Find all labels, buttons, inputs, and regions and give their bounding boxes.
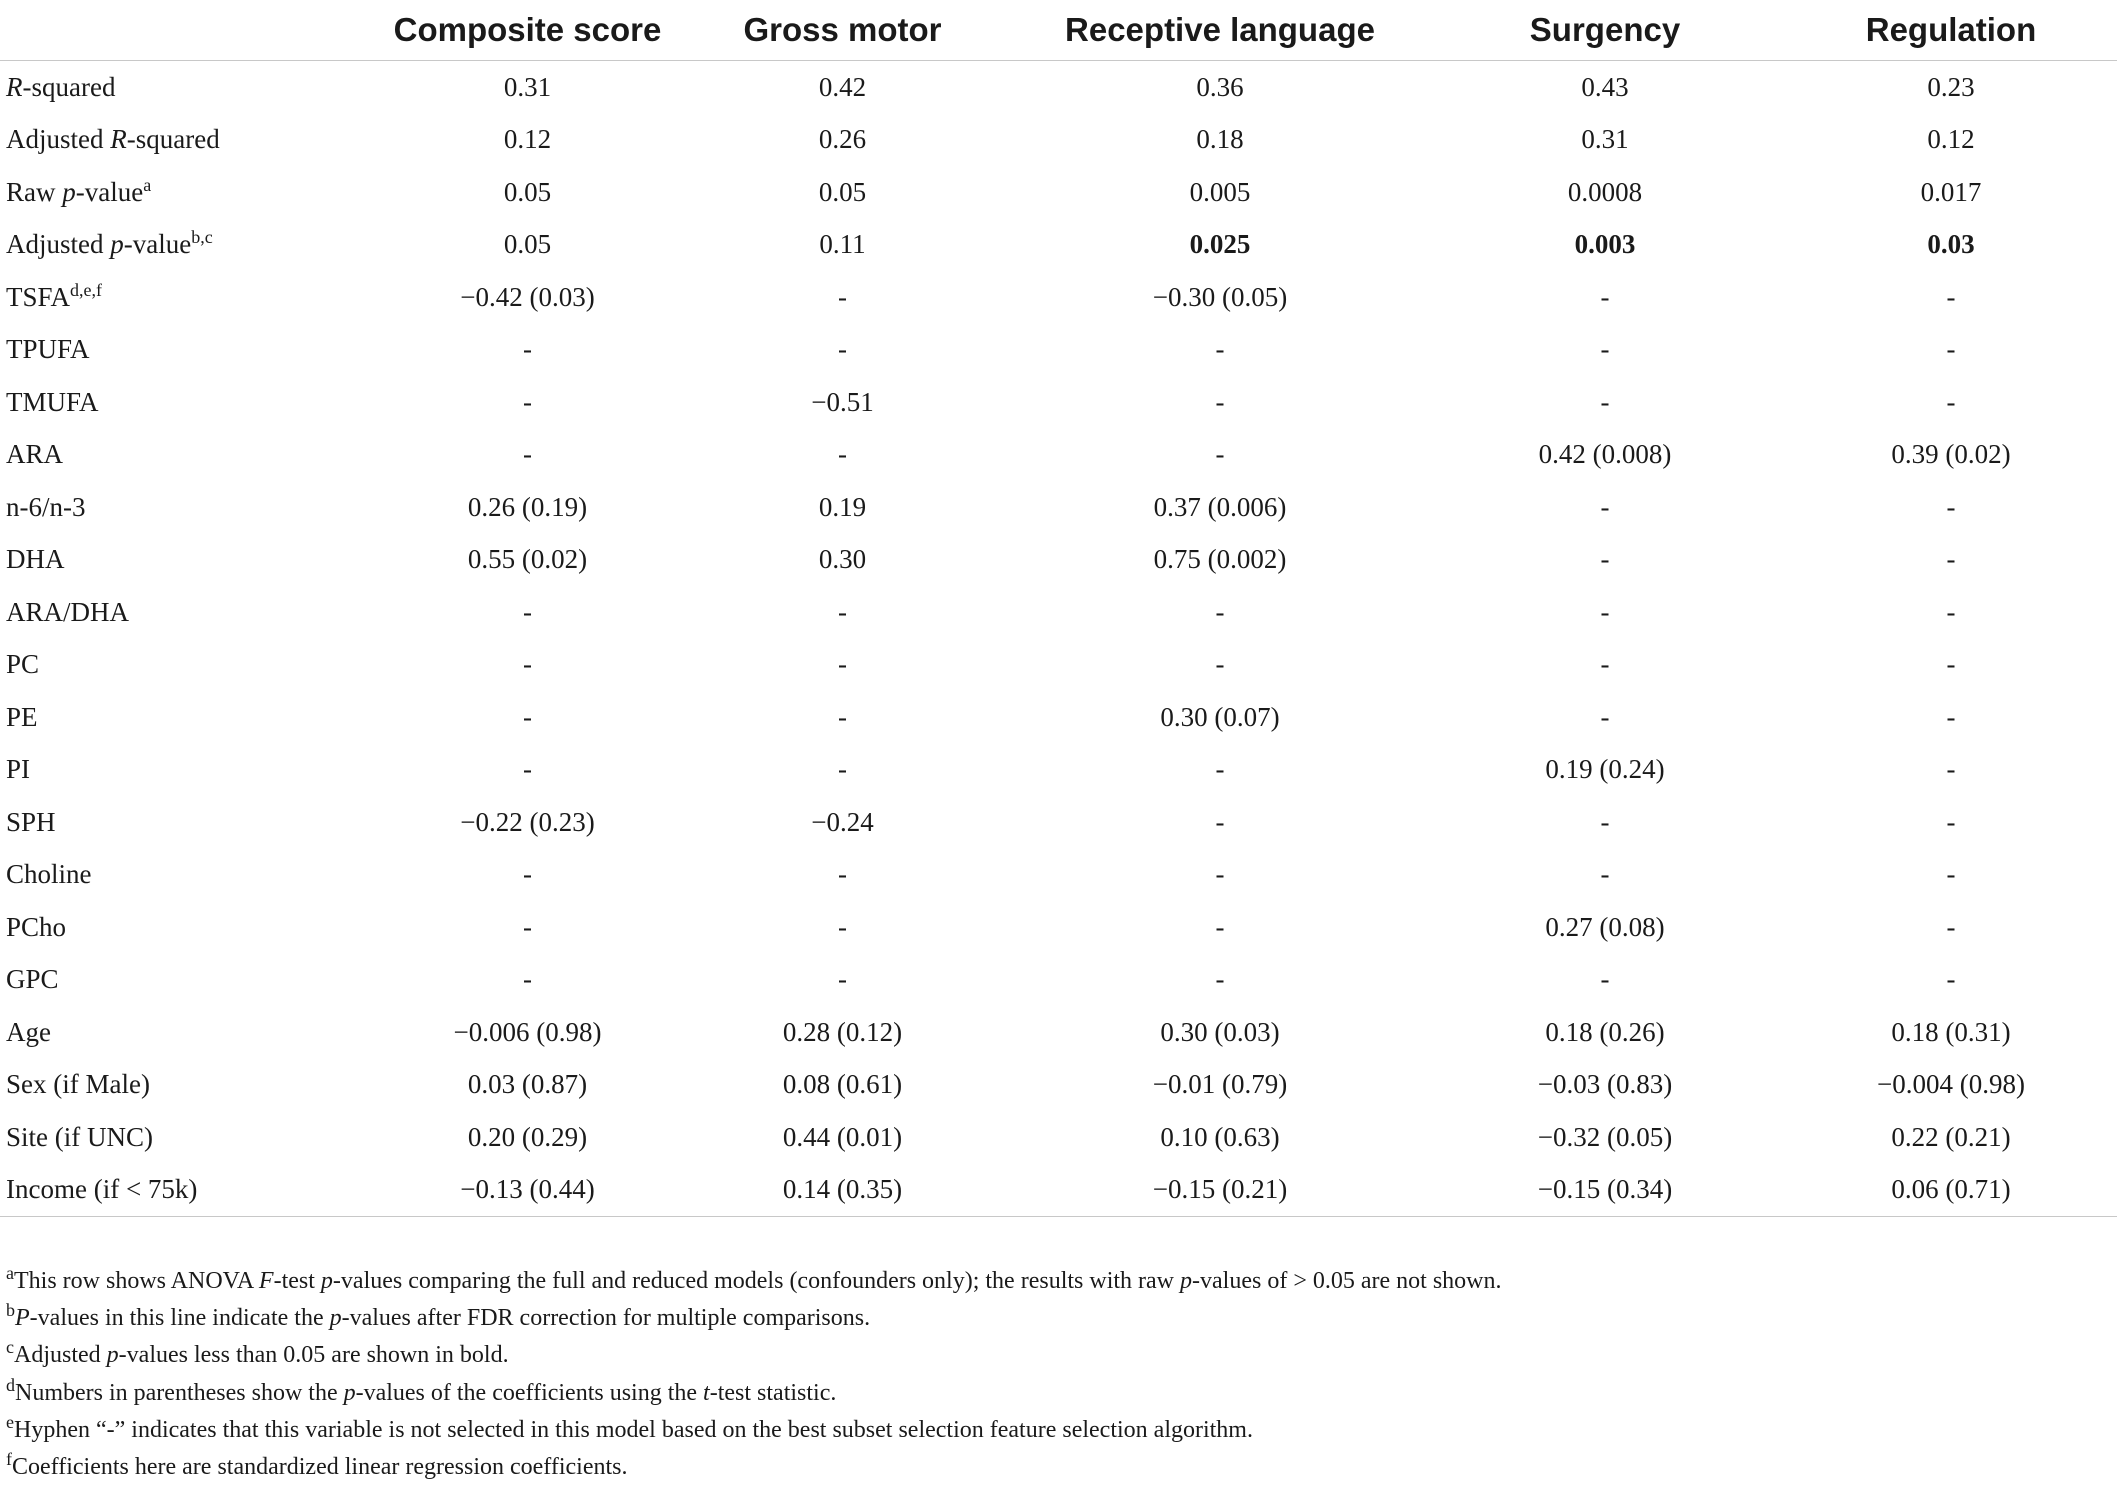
table-cell: 0.18 (0.31) [1891,1016,2011,1047]
text-segment: PC [6,649,40,680]
table-row [0,61,2117,114]
table-cell: - [1946,701,1956,732]
text-segment: DHA [6,544,65,575]
table-cell: 0.05 [503,176,552,207]
superscript-marker: b,c [191,227,213,248]
row-label [0,166,385,219]
table-cell: −0.004 (0.98) [1877,1069,2025,1100]
footnote [6,1412,1501,1449]
text-segment: -test [273,1268,321,1294]
table-cell: 0.37 (0.006) [1153,491,1287,522]
column-header: Gross motor [670,0,1015,61]
table-cell: 0.003 [1574,229,1636,260]
table-cell: 0.12 [1927,124,1975,155]
table-row [0,849,2117,902]
text-segment: n-6/n-3 [6,491,86,522]
table-cell: - [1946,544,1956,575]
table-cell: 0.42 (0.008) [1538,439,1672,470]
table-cell: 0.03 [1927,229,1975,260]
table-cell: 0.55 (0.02) [467,544,588,575]
text-segment: -test statistic. [709,1379,837,1406]
table-cell: - [838,334,847,365]
table-cell: - [1600,544,1610,575]
table-cell: - [523,649,532,680]
table-cell: 0.005 [1189,176,1251,207]
row-label [0,849,385,902]
footnote [6,1300,1501,1337]
table-row [0,376,2117,429]
table-cell: - [1600,334,1610,365]
table-cell: 0.10 (0.63) [1160,1121,1280,1152]
table-cell: - [1946,964,1956,995]
table-cell: −0.42 (0.03) [460,281,595,312]
text-segment: Coefficients here are standardized linear regression coefficients. [12,1454,628,1481]
table-row [0,534,2117,587]
table-cell: 0.26 (0.19) [467,491,588,522]
table-cell: - [1946,281,1956,312]
table-cell: −0.24 [811,806,874,837]
row-label [0,639,385,692]
table-cell: 0.23 [1927,71,1975,102]
table-row [0,1059,2117,1112]
table-cell: 0.28 (0.12) [782,1016,903,1047]
table-row [0,744,2117,797]
table-cell: −0.22 (0.23) [460,806,595,837]
table-cell: - [1946,491,1956,522]
table-cell: −0.32 (0.05) [1537,1121,1673,1152]
table-cell: −0.13 (0.44) [385,1164,670,1217]
table-cell: - [523,964,532,995]
text-segment: Hyphen “-” indicates that this variable is not selected in this model based on the best subset selection feature selection algorithm. [14,1416,1253,1443]
table-cell: −0.03 (0.83) [1537,1069,1673,1100]
table-row [0,691,2117,744]
table-row [0,271,2117,324]
superscript-marker: c [6,1337,14,1358]
table-cell: 0.26 [818,124,867,155]
row-label [0,324,385,377]
table-cell: 0.39 (0.02) [1891,439,2011,470]
table-cell: - [523,911,532,942]
text-segment: Numbers in parentheses show the [15,1379,344,1406]
table-cell: - [838,439,847,470]
row-label [0,61,385,114]
text-segment: -value [123,229,192,260]
footnote [6,1375,1501,1412]
row-label [0,954,385,1007]
text-segment: -values of > 0.05 are not shown. [1192,1268,1502,1294]
table-cell: - [1215,596,1225,627]
table-cell: - [1600,859,1610,890]
row-label [0,271,385,324]
row-label [0,1059,385,1112]
text-segment: F [258,1268,274,1294]
table-cell: - [838,649,847,680]
text-segment: p [343,1379,356,1406]
row-label [0,1006,385,1059]
table-cell: - [1600,491,1610,522]
table-cell: - [1215,911,1225,942]
column-header: Composite score [385,0,670,61]
text-segment: PCho [6,911,67,942]
table-cell: −0.30 (0.05) [1152,281,1288,312]
table-cell: 0.017 [1920,176,1982,207]
table-cell: - [1946,911,1956,942]
table-row [0,114,2117,167]
table-cell: - [523,386,532,417]
text-segment: p [110,229,124,260]
text-segment: -values after FDR correction for multiple comparisons. [341,1305,871,1332]
table-cell: - [1600,806,1610,837]
text-segment: ARA [6,439,64,470]
superscript-marker: a [6,1263,14,1283]
header-stub [0,0,385,61]
table-row [0,1164,2117,1217]
table-row [0,219,2117,272]
table-cell: - [1215,964,1225,995]
text-segment: Sex (if Male) [6,1069,150,1100]
table-cell: - [1215,649,1225,680]
table-cell: 0.43 [1581,71,1629,102]
text-segment: ARA/DHA [6,596,130,627]
superscript-marker: d [6,1374,15,1395]
table-row [0,324,2117,377]
table-row [0,429,2117,482]
table-cell: 0.75 (0.002) [1153,544,1287,575]
table-cell: 0.20 (0.29) [467,1121,588,1152]
text-segment: -values comparing the full and reduced models (confounders only); the results with raw [332,1268,1181,1294]
row-label [0,1111,385,1164]
table-row [0,481,2117,534]
row-label [0,481,385,534]
text-segment: t [703,1379,710,1406]
table-cell: - [1215,334,1225,365]
footnote [6,1263,1501,1300]
text-segment: Choline [6,859,92,890]
row-label [0,1164,385,1217]
text-segment: TMUFA [6,386,99,417]
text-segment: p [106,1342,119,1369]
table-cell: 0.12 [503,124,552,155]
footnote [6,1449,1501,1486]
text-segment: -value [75,176,144,207]
text-segment: p [1180,1268,1193,1294]
table-cell: - [1600,386,1610,417]
text-segment: P [15,1305,30,1332]
text-segment: SPH [6,806,56,837]
footnote [6,1337,1501,1374]
table-cell: −0.15 (0.34) [1425,1164,1785,1217]
column-header: Regulation [1785,0,2117,61]
text-segment: p [62,176,76,207]
table-cell: - [523,596,532,627]
row-label [0,586,385,639]
table-cell: 0.30 (0.03) [1160,1016,1280,1047]
row-label [0,796,385,849]
text-segment: Income (if < 75k) [6,1174,198,1205]
table-cell: −0.15 (0.21) [1015,1164,1425,1217]
row-label [0,219,385,272]
text-segment: p [320,1268,333,1294]
table-cell: 0.06 (0.71) [1785,1164,2117,1217]
table-cell: 0.27 (0.08) [1545,911,1665,942]
text-segment: This row shows ANOVA [14,1268,259,1294]
text-segment: -values of the coefficients using the [355,1379,704,1406]
table-cell: 0.36 [1196,71,1244,102]
table-cell: 0.31 [1581,124,1629,155]
table-cell: 0.44 (0.01) [782,1121,903,1152]
text-segment: R [110,124,127,155]
row-label [0,534,385,587]
table-cell: - [838,701,847,732]
table-cell: - [1215,386,1225,417]
text-segment: Raw [6,176,63,207]
table-row [0,639,2117,692]
table-cell: 0.11 [819,229,866,260]
table-cell: 0.03 (0.87) [467,1069,588,1100]
text-segment: PI [6,754,31,785]
header-row [0,0,2117,61]
table-cell: - [1946,806,1956,837]
table-cell: 0.08 (0.61) [782,1069,903,1100]
table-cell: - [1600,964,1610,995]
text-segment: -values in this line indicate the [29,1305,330,1332]
table-cell: - [1215,439,1225,470]
superscript-marker: e [6,1411,14,1432]
row-label [0,376,385,429]
table-cell: - [1215,806,1225,837]
table-cell: 0.05 [503,229,552,260]
row-label [0,744,385,797]
table-cell: - [1946,596,1956,627]
footnotes [6,1263,1501,1486]
text-segment: Age [6,1016,51,1047]
table-cell: - [838,911,847,942]
table-cell: 0.19 [818,491,867,522]
text-segment: TPUFA [6,334,90,365]
table-row [0,166,2117,219]
table-cell: 0.14 (0.35) [670,1164,1015,1217]
table-cell: 0.0008 [1567,176,1643,207]
table-cell: - [838,754,847,785]
table-cell: - [1600,281,1610,312]
table-cell: 0.025 [1189,229,1251,260]
table-cell: 0.22 (0.21) [1891,1121,2011,1152]
text-segment: p [329,1305,342,1332]
table-row [0,1111,2117,1164]
table-cell: - [1946,334,1956,365]
superscript-marker: f [6,1449,12,1470]
row-label [0,901,385,954]
table-cell: - [1946,754,1956,785]
table-cell: - [1946,859,1956,890]
table-cell: - [1946,386,1956,417]
superscript-marker: a [143,174,152,195]
table-cell: - [838,596,847,627]
row-label [0,691,385,744]
table-cell: −0.006 (0.98) [453,1016,602,1047]
table-cell: - [838,964,847,995]
table-cell: - [1600,596,1610,627]
text-segment: Site (if UNC) [6,1121,153,1152]
text-segment: PE [6,701,38,732]
text-segment: R [6,71,23,102]
column-header: Surgency [1425,0,1785,61]
table-cell: - [838,859,847,890]
table-cell: - [523,439,532,470]
table-cell: - [523,334,532,365]
text-segment: TSFA [6,281,71,312]
row-label [0,114,385,167]
table-cell: - [1600,701,1610,732]
table-row [0,1006,2117,1059]
table-cell: - [1600,649,1610,680]
text-segment: Adjusted [6,124,111,155]
superscript-marker: b [6,1300,15,1321]
table-cell: 0.05 [818,176,867,207]
row-label [0,429,385,482]
table-cell: - [838,281,847,312]
text-segment: -squared [126,124,220,155]
text-segment: Adjusted [6,229,111,260]
table-body [0,61,2117,1217]
table-row [0,954,2117,1007]
text-segment: -values less than 0.05 are shown in bold. [118,1342,509,1369]
table-cell: 0.19 (0.24) [1545,754,1665,785]
table-cell: - [523,859,532,890]
table-cell: 0.31 [503,71,552,102]
table-cell: 0.30 (0.07) [1160,701,1280,732]
column-header: Receptive language [1015,0,1425,61]
text-segment: -squared [22,71,116,102]
text-segment: Adjusted [14,1342,107,1369]
table-cell: 0.30 [818,544,867,575]
table-row [0,586,2117,639]
table-cell: 0.42 [818,71,867,102]
text-segment: GPC [6,964,59,995]
table-cell: −0.01 (0.79) [1152,1069,1288,1100]
table-cell: - [1215,754,1225,785]
table-cell: 0.18 [1196,124,1244,155]
table-cell: - [523,754,532,785]
table-cell: 0.18 (0.26) [1545,1016,1665,1047]
table-cell: −0.51 [811,386,874,417]
table-row [0,796,2117,849]
superscript-marker: d,e,f [70,279,103,300]
table-row [0,901,2117,954]
table-cell: - [1946,649,1956,680]
table-cell: - [523,701,532,732]
table-cell: - [1215,859,1225,890]
